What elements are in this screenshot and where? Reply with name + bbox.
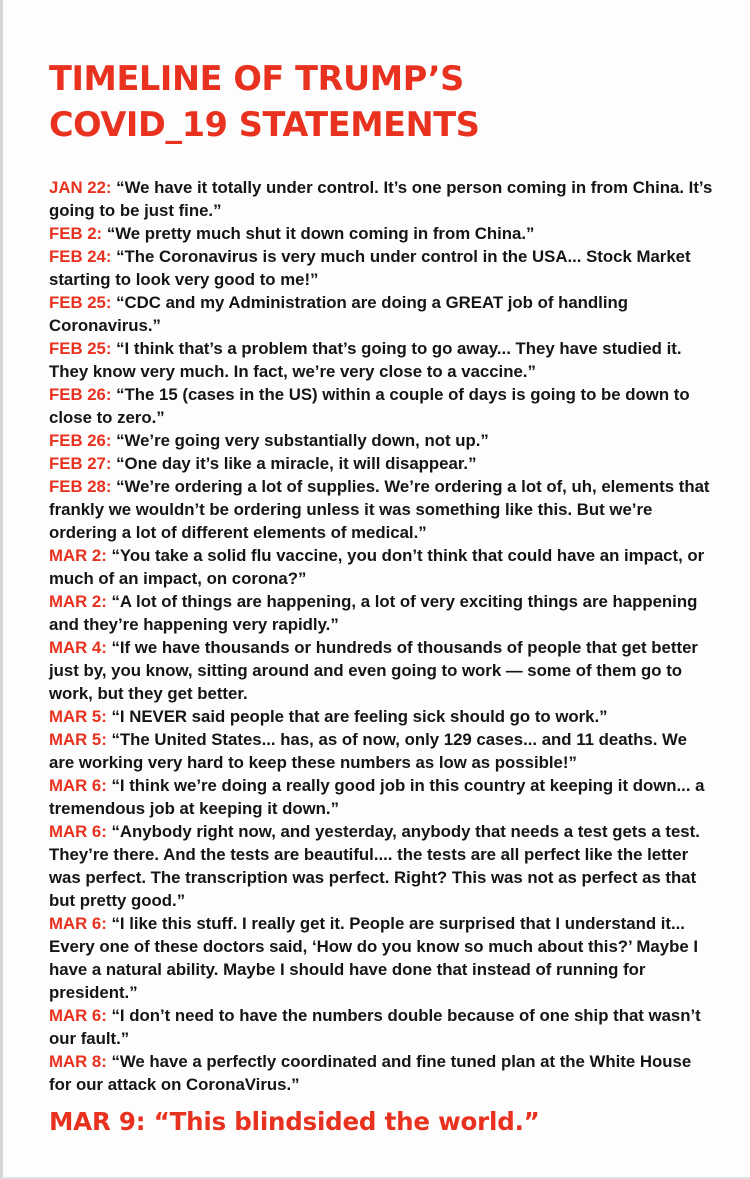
entry-date: MAR 5: — [49, 730, 107, 749]
timeline-entry — [49, 820, 713, 912]
timeline-entry — [49, 337, 713, 383]
entry-quote: “I think we’re doing a really good job in this country at keeping it down... a tremendous job at keeping it down.” — [49, 776, 705, 818]
timeline-entry — [49, 475, 713, 544]
entry-date: FEB 28: — [49, 477, 112, 496]
entry-quote: “I like this stuff. I really get it. People are surprised that I understand it... Every one of these doctors said, ‘How do you know so much about this?’ Maybe I have a natural ability. Maybe I should have done that instead of running for president.” — [49, 914, 698, 1002]
timeline-entry — [49, 636, 713, 705]
entry-date: MAR 4: — [49, 638, 107, 657]
page-title — [49, 56, 729, 148]
entry-date: MAR 2: — [49, 546, 107, 565]
entry-quote: “A lot of things are happening, a lot of very exciting things are happening and they’re happening very rapidly.” — [49, 592, 698, 634]
timeline-entry — [49, 544, 713, 590]
entry-quote: “We’re going very substantially down, not up.” — [116, 431, 489, 450]
entry-date: FEB 26: — [49, 385, 112, 404]
entry-date: JAN 22: — [49, 178, 112, 197]
timeline-entry — [49, 452, 713, 475]
entry-date: FEB 25: — [49, 293, 112, 312]
timeline-entry — [49, 1004, 713, 1050]
entry-date: MAR 8: — [49, 1052, 107, 1071]
entry-quote: “You take a solid flu vaccine, you don’t think that could have an impact, or much of an impact, on corona?” — [49, 546, 705, 588]
entry-date: MAR 2: — [49, 592, 107, 611]
entry-quote: “I don’t need to have the numbers double because of one ship that wasn’t our fault.” — [49, 1006, 701, 1048]
entry-quote: “I NEVER said people that are feeling sick should go to work.” — [111, 707, 608, 726]
entry-date: MAR 6: — [49, 1006, 107, 1025]
entry-quote: “Anybody right now, and yesterday, anybody that needs a test gets a test. They’re there. And the tests are beautiful.... the tests are all perfect like the letter was perfect. The transcription was perfect. Right? This was not as perfect as that but pretty good.” — [49, 822, 700, 910]
entry-quote: “The Coronavirus is very much under control in the USA... Stock Market starting to look very good to me!” — [49, 247, 691, 289]
timeline-entry — [49, 176, 713, 222]
entry-quote: “I think that’s a problem that’s going to go away... They have studied it. They know very much. In fact, we’re very close to a vaccine.” — [49, 339, 682, 381]
timeline-entry — [49, 383, 713, 429]
final-statement: MAR 9: “This blindsided the world.” — [49, 1107, 540, 1136]
entry-quote: “The United States... has, as of now, only 129 cases... and 11 deaths. We are working very hard to keep these numbers as low as possible!” — [49, 730, 687, 772]
timeline-entry — [49, 1050, 713, 1096]
timeline-entry — [49, 705, 713, 728]
title-line-1: TIMELINE OF TRUMP’S — [49, 59, 464, 98]
entry-quote: “The 15 (cases in the US) within a couple of days is going to be down to close to zero.” — [49, 385, 690, 427]
entry-quote: “We’re ordering a lot of supplies. We’re ordering a lot of, uh, elements that frankly we wouldn’t be ordering unless it was something like this. But we’re ordering a lot of different elements of medical.” — [49, 477, 710, 542]
entry-date: MAR 6: — [49, 914, 107, 933]
timeline-entry — [49, 429, 713, 452]
entry-quote: “If we have thousands or hundreds of thousands of people that get better just by, you know, sitting around and even going to work — some of them go to work, but they get better. — [49, 638, 698, 703]
entry-date: FEB 26: — [49, 431, 112, 450]
entry-date: MAR 6: — [49, 822, 107, 841]
entry-date: MAR 6: — [49, 776, 107, 795]
timeline-list — [49, 176, 713, 1096]
timeline-entry — [49, 912, 713, 1004]
timeline-entry — [49, 222, 713, 245]
entry-quote: “We pretty much shut it down coming in from China.” — [106, 224, 535, 243]
entry-quote: “One day it’s like a miracle, it will disappear.” — [116, 454, 477, 473]
entry-date: FEB 2: — [49, 224, 103, 243]
timeline-entry — [49, 245, 713, 291]
entry-date: FEB 27: — [49, 454, 112, 473]
entry-date: FEB 25: — [49, 339, 112, 358]
timeline-entry — [49, 728, 713, 774]
entry-date: FEB 24: — [49, 247, 112, 266]
entry-date: MAR 5: — [49, 707, 107, 726]
timeline-entry — [49, 590, 713, 636]
timeline-entry — [49, 774, 713, 820]
entry-quote: “CDC and my Administration are doing a GREAT job of handling Coronavirus.” — [49, 293, 628, 335]
title-line-2: COVID_19 STATEMENTS — [49, 105, 480, 144]
timeline-entry — [49, 291, 713, 337]
entry-quote: “We have it totally under control. It’s one person coming in from China. It’s going to be just fine.” — [49, 178, 713, 220]
entry-quote: “We have a perfectly coordinated and fine tuned plan at the White House for our attack on CoronaVirus.” — [49, 1052, 692, 1094]
